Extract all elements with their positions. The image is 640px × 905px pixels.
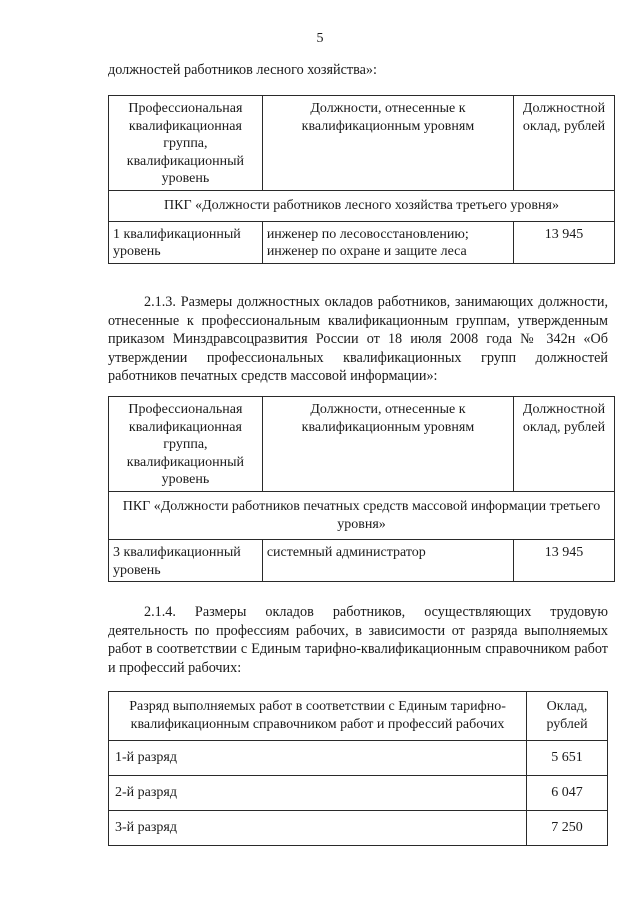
header-grade: Разряд выполняемых работ в соответствии с Единым тарифно-квалификационным справочником работ и профессий рабочих bbox=[109, 692, 527, 741]
paragraph-2-1-3: 2.1.3. Размеры должностных окладов работников, занимающих должности, отнесенные к профессиональным квалификационным группам, утвержденным приказом Минздравсоцразвития России от 18 июля 2008 года № 342н «Об утверждении профессиональных квалификационных групп должностей работников печатных средств массовой информации»: bbox=[108, 294, 608, 385]
intro-text: должностей работников лесного хозяйства»: bbox=[108, 62, 377, 78]
table-header-row bbox=[109, 397, 615, 492]
header-group: Профессиональная квалификационная группа, квалификационный уровень bbox=[109, 397, 263, 492]
group-title: ПКГ «Должности работников лесного хозяйства третьего уровня» bbox=[109, 191, 615, 222]
table-row bbox=[109, 811, 608, 846]
forestry-salary-table bbox=[108, 95, 615, 264]
group-title-row bbox=[109, 492, 615, 540]
header-positions: Должности, отнесенные к квалификационным уровням bbox=[262, 397, 513, 492]
grade: 2-й разряд bbox=[109, 776, 527, 811]
header-positions: Должности, отнесенные к квалификационным уровням bbox=[262, 96, 513, 191]
header-salary: Оклад, рублей bbox=[527, 692, 608, 741]
table-header-row bbox=[109, 692, 608, 741]
qualification-level: 3 квалификационный уровень bbox=[109, 540, 263, 582]
table-row bbox=[109, 776, 608, 811]
positions: инженер по лесовосстановлению; инженер по охране и защите леса bbox=[262, 221, 513, 263]
positions: системный администратор bbox=[262, 540, 513, 582]
salary: 13 945 bbox=[514, 540, 615, 582]
salary: 5 651 bbox=[527, 741, 608, 776]
table-row bbox=[109, 540, 615, 582]
press-salary-table bbox=[108, 396, 615, 582]
header-salary: Должностной оклад, рублей bbox=[514, 397, 615, 492]
header-salary: Должностной оклад, рублей bbox=[514, 96, 615, 191]
page-number: 5 bbox=[316, 31, 324, 46]
salary: 6 047 bbox=[527, 776, 608, 811]
grade: 3-й разряд bbox=[109, 811, 527, 846]
table-row bbox=[109, 221, 615, 263]
table-row bbox=[109, 741, 608, 776]
header-group: Профессиональная квалификационная группа, квалификационный уровень bbox=[109, 96, 263, 191]
grade: 1-й разряд bbox=[109, 741, 527, 776]
salary: 7 250 bbox=[527, 811, 608, 846]
table-header-row bbox=[109, 96, 615, 191]
workers-grade-table bbox=[108, 691, 608, 846]
paragraph-2-1-4: 2.1.4. Размеры окладов работников, осуществляющих трудовую деятельность по профессиям рабочих, в зависимости от разряда выполняемых работ в соответствии с Единым тарифно-квалификационным справочником работ и профессий рабочих: bbox=[108, 604, 608, 676]
group-title-row bbox=[109, 191, 615, 222]
qualification-level: 1 квалификационный уровень bbox=[109, 221, 263, 263]
group-title: ПКГ «Должности работников печатных средств массовой информации третьего уровня» bbox=[109, 492, 615, 540]
salary: 13 945 bbox=[514, 221, 615, 263]
